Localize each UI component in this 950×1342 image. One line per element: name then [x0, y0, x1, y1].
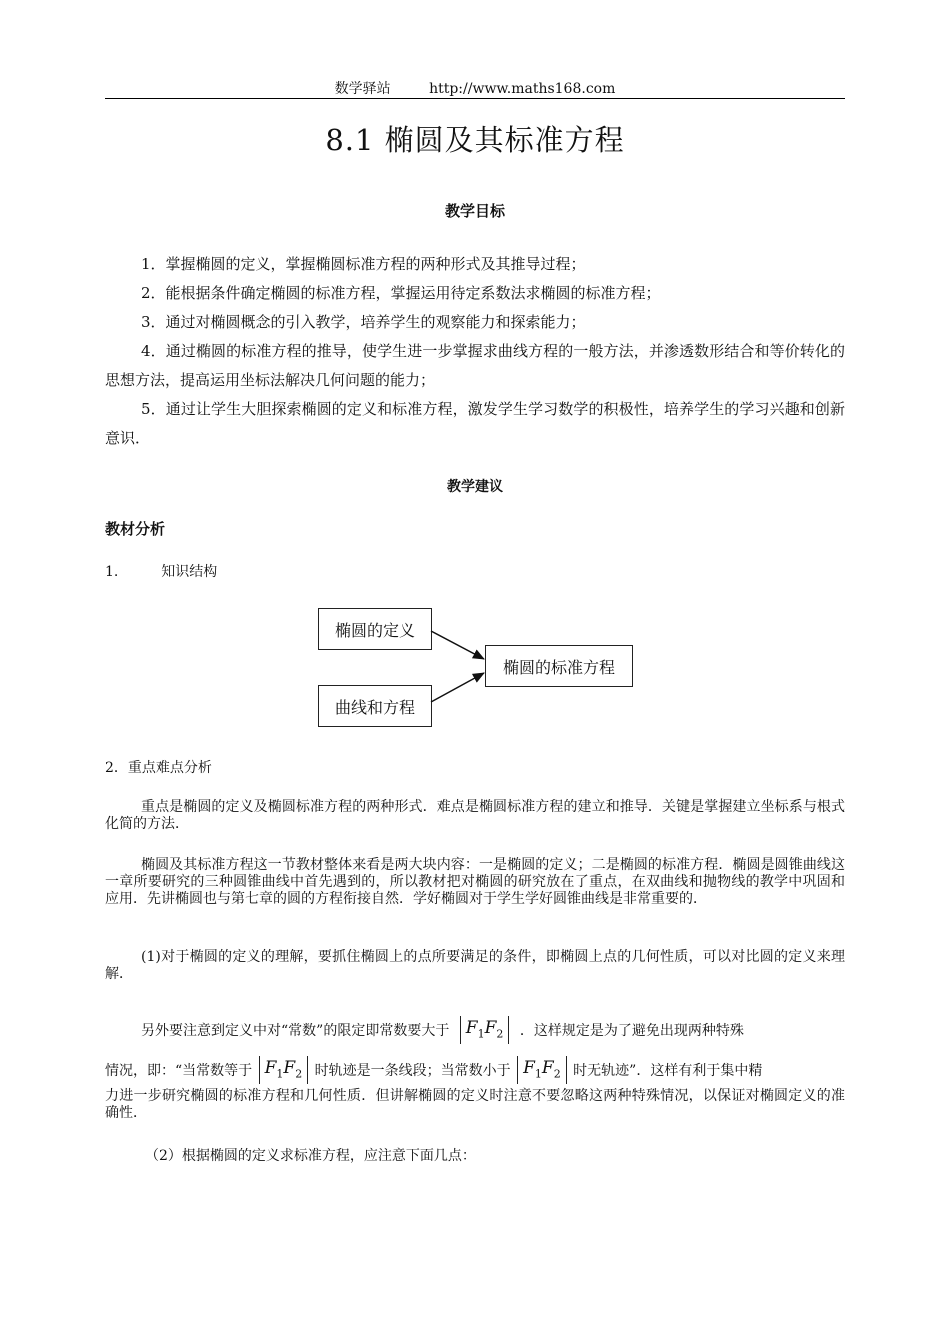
paragraph-constant-rest: 力进一步研究椭圆的标准方程和几何性质．但讲解椭圆的定义时注意不要忽略这两种特殊情况，以保证对椭圆定义的准确性．	[105, 1088, 845, 1121]
paragraph-constant-line2	[105, 1060, 845, 1082]
objective-item-1: 1．掌握椭圆的定义，掌握椭圆标准方程的两种形式及其推导过程；	[141, 255, 586, 273]
constant-text-d: 时轨迹是一条线段；当常数小于	[314, 1063, 511, 1080]
objective-item-5: 5．通过让学生大胆探索椭圆的定义和标准方程，激发学生学习数学的积极性，培养学生的学习兴趣和创新意识．	[105, 400, 845, 447]
key-difficulty-heading: 2．重点难点分析	[105, 760, 212, 776]
node-ellipse-standard-equation: 椭圆的标准方程	[485, 645, 633, 687]
knowledge-number: 1.	[105, 564, 119, 580]
node-ellipse-definition: 椭圆的定义	[318, 608, 432, 650]
abs-f1f2-formula: $F_1F_2$	[259, 1060, 309, 1082]
constant-text-a: 另外要注意到定义中对“常数”的限定即常数要大于	[141, 1023, 450, 1040]
paragraph-overview: 椭圆及其标准方程这一节教材整体来看是两大块内容：一是椭圆的定义；二是椭圆的标准方程．椭圆是圆锥曲线这一章所要研究的三种圆锥曲线中首先遇到的，所以教材把对椭圆的研究放在了重点，在双曲线和抛物线的教学中巩固和应用．先讲椭圆也与第七章的圆的方程衔接自然．学好椭圆对于学生学好圆锥曲线是非常重要的．	[105, 857, 845, 907]
constant-text-e: 时无轨迹”．这样有利于集中精	[573, 1063, 763, 1080]
page-title: 8.1 椭圆及其标准方程	[325, 123, 625, 157]
arrow-curve-to-standard	[431, 673, 484, 702]
constant-text-c: 情况，即：“当常数等于	[105, 1063, 253, 1080]
constant-text-b: ．这样规定是为了避免出现两种特殊	[519, 1023, 744, 1040]
objective-item-3: 3．通过对椭圆概念的引入教学，培养学生的观察能力和探索能力；	[141, 313, 586, 331]
objectives-heading: 教学目标	[444, 202, 505, 220]
material-analysis-heading: 教材分析	[105, 520, 166, 538]
knowledge-label: 知识结构	[161, 564, 218, 580]
suggestions-heading: 教学建议	[447, 479, 503, 495]
site-url[interactable]: http://www.maths168.com	[429, 81, 616, 97]
paragraph-definition-understanding: (1)对于椭圆的定义的理解，要抓住椭圆上的点所要满足的条件，即椭圆上点的几何性质，可以对比圆的定义来理解．	[105, 949, 845, 982]
arrow-definition-to-standard	[431, 631, 484, 659]
abs-f1f2-formula: $F_1F_2$	[517, 1060, 567, 1082]
paragraph-constant-line1	[105, 1020, 845, 1042]
objective-item-4: 4．通过椭圆的标准方程的推导，使学生进一步掌握求曲线方程的一般方法，并渗透数形结合和等价转化的思想方法，提高运用坐标法解决几何问题的能力；	[105, 342, 845, 389]
objective-item-2: 2．能根据条件确定椭圆的标准方程，掌握运用待定系数法求椭圆的标准方程；	[141, 284, 661, 302]
node-curve-and-equation: 曲线和方程	[318, 685, 432, 727]
paragraph-key-points: 重点是椭圆的定义及椭圆标准方程的两种形式．难点是椭圆标准方程的建立和推导．关键是掌握建立坐标系与根式化简的方法．	[105, 799, 845, 832]
site-name: 数学驿站	[334, 81, 391, 97]
paragraph-standard-equation-points: （2）根据椭圆的定义求标准方程，应注意下面几点：	[145, 1148, 476, 1164]
abs-f1f2-formula: $F_1F_2$	[460, 1020, 510, 1042]
